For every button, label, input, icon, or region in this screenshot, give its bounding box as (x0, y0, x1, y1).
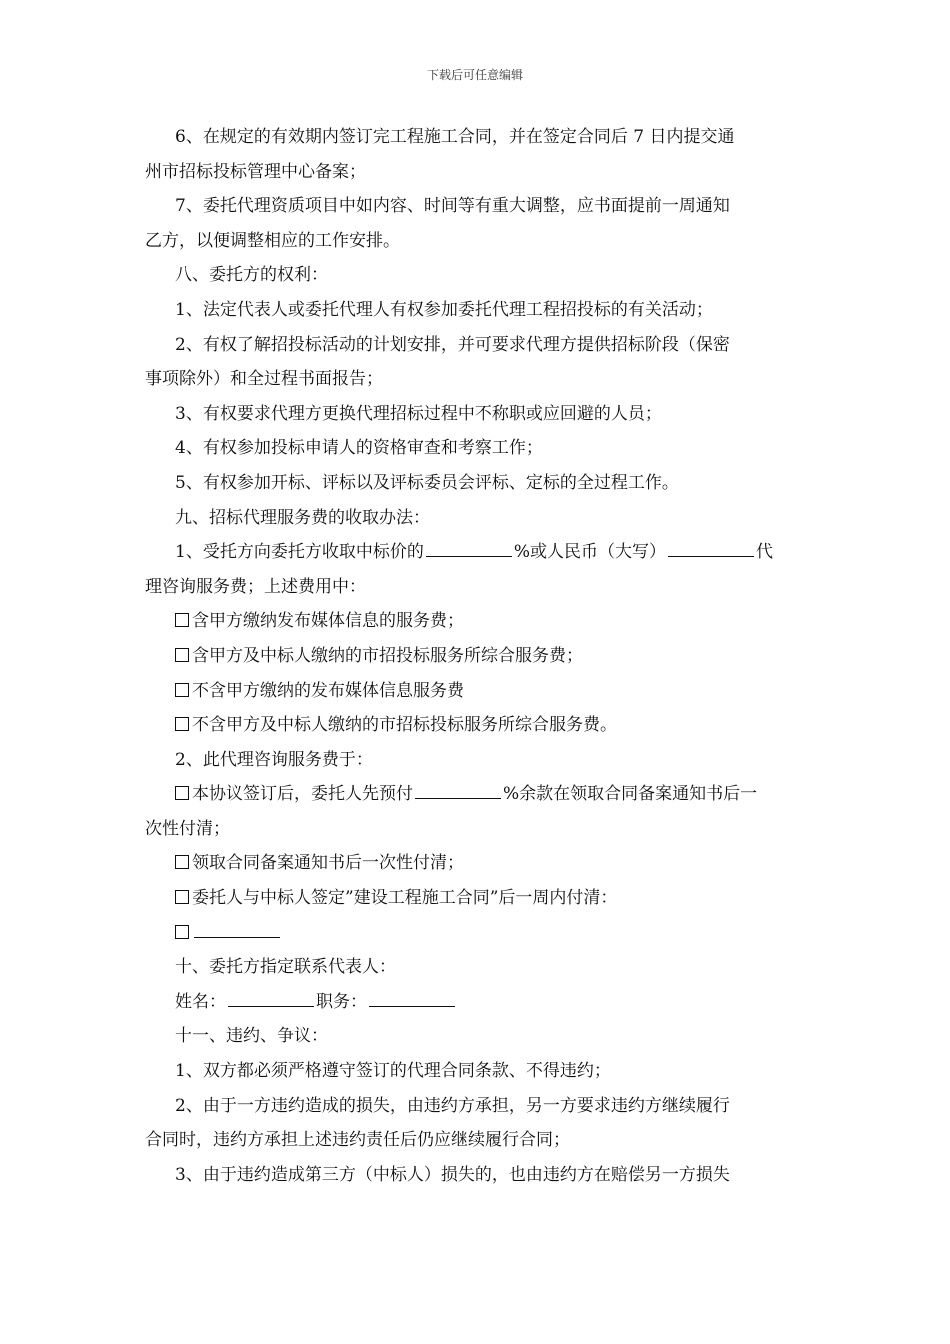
fill-blank[interactable] (194, 921, 280, 938)
paragraph-line: 乙方，以便调整相应的工作安排。 (145, 230, 400, 251)
paragraph-line: 州市招标投标管理中心备案； (145, 161, 366, 182)
section-heading: 十、委托方指定联系代表人： (175, 957, 396, 978)
paragraph-line: 7、委托代理资质项目中如内容、时间等有重大调整，应书面提前一周通知 (175, 196, 730, 217)
paragraph-line: 姓名： 职务： (145, 985, 810, 1020)
checkbox-icon[interactable] (175, 855, 189, 869)
paragraph-line: 理咨询服务费；上述费用中： (145, 576, 366, 597)
checkbox-option: 含甲方及中标人缴纳的市招投标服务所综合服务费； (145, 639, 810, 674)
checkbox-icon[interactable] (175, 890, 189, 904)
name-blank[interactable] (228, 990, 314, 1007)
paragraph-line: 3、有权要求代理方更换代理招标过程中不称职或应回避的人员； (175, 403, 662, 424)
paragraph-line: 4、有权参加投标申请人的资格审查和考察工作； (175, 438, 543, 459)
paragraph-line: 1、受托方向委托方收取中标价的 %或人民币（大写） 代 (175, 542, 773, 563)
paragraph-line: 2、有权了解招投标活动的计划安排，并可要求代理方提供招标阶段（保密 (175, 334, 730, 355)
paragraph-line: 6、在规定的有效期内签订完工程施工合同，并在签定合同后 7 日内提交通 (175, 127, 735, 147)
page-header: 下载后可任意编辑 (426, 68, 523, 82)
paragraph-line: 2、此代理咨询服务费于： (175, 749, 373, 770)
checkbox-icon[interactable] (175, 717, 189, 731)
checkbox-option: 不含甲方及中标人缴纳的市招标投标服务所综合服务费。 (145, 708, 810, 743)
paragraph-line: 2、由于一方违约造成的损失，由违约方承担，另一方要求违约方继续履行 (175, 1095, 730, 1116)
checkbox-option: 本协议签订后，委托人先预付 %余款在领取合同备案通知书后一 (145, 777, 810, 812)
section-heading: 九、招标代理服务费的收取办法： (175, 507, 430, 528)
paragraph-line: 事项除外）和全过程书面报告； (145, 369, 383, 390)
checkbox-option (145, 916, 810, 951)
section-heading: 八、委托方的权利： (175, 265, 328, 286)
document-body (145, 120, 810, 1192)
position-blank[interactable] (369, 990, 455, 1007)
checkbox-option: 含甲方缴纳发布媒体信息的服务费； (145, 604, 810, 639)
checkbox-option: 委托人与中标人签定”建设工程施工合同”后一周内付清： (145, 881, 810, 916)
section-heading: 十一、违约、争议： (175, 1026, 328, 1047)
paragraph-line: 合同时，违约方承担上述违约责任后仍应继续履行合同； (145, 1130, 570, 1151)
checkbox-option: 领取合同备案通知书后一次性付清； (145, 846, 810, 881)
paragraph-line: 5、有权参加开标、评标以及评标委员会评标、定标的全过程工作。 (175, 472, 679, 493)
checkbox-option: 不含甲方缴纳的发布媒体信息服务费 (145, 674, 810, 709)
fill-blank[interactable] (426, 540, 512, 557)
paragraph-line: 3、由于违约造成第三方（中标人）损失的，也由违约方在赔偿另一方损失 (175, 1164, 730, 1185)
fill-blank[interactable] (415, 782, 501, 799)
paragraph-line: 1、法定代表人或委托代理人有权参加委托代理工程招投标的有关活动； (175, 299, 713, 320)
checkbox-icon[interactable] (175, 648, 189, 662)
checkbox-icon[interactable] (175, 613, 189, 627)
fill-blank[interactable] (668, 540, 754, 557)
checkbox-icon[interactable] (175, 683, 189, 697)
checkbox-icon[interactable] (175, 786, 189, 800)
paragraph-line: 1、双方都必须严格遵守签订的代理合同条款、不得违约； (175, 1061, 611, 1082)
paragraph-line: 次性付清； (145, 818, 230, 839)
checkbox-icon[interactable] (175, 925, 189, 939)
